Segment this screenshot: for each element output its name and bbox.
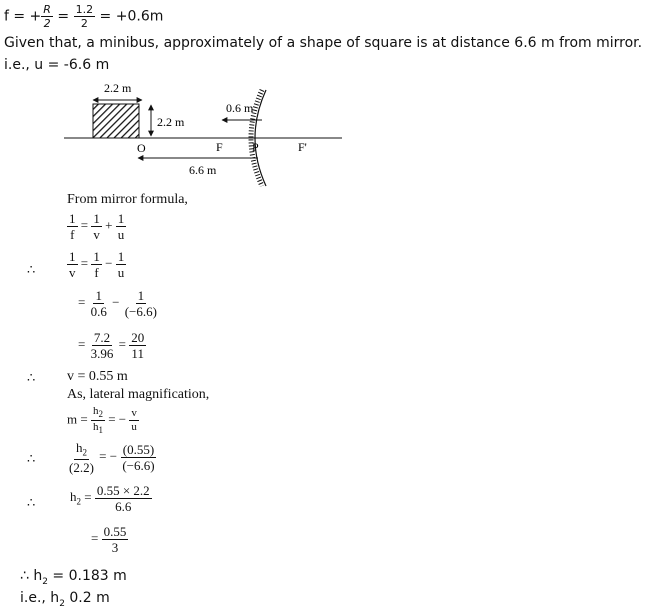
step3-equation: = $\frac{1}{0.6}$ − $\frac{1}{(-6.6)}$	[78, 288, 157, 319]
focal-length-line: f = + $\frac{R}{2}$ = $\frac{1.2}{2}$ = +0.6m	[4, 3, 164, 30]
object-distance-text: i.e., u = -6.6 m	[4, 57, 110, 73]
height-label: 2.2 m	[157, 115, 185, 129]
magnification-heading: As, lateral magnification,	[67, 387, 210, 402]
point-F-prime: F'	[298, 140, 307, 154]
minibus-object	[93, 104, 139, 138]
width-label: 2.2 m	[104, 81, 132, 95]
ratio-equation: $\frac{h_2}{(2.2)}$ = − $\frac{(0.55)}{(-6.6)}$	[69, 440, 155, 475]
therefore-symbol: ∴	[27, 451, 36, 466]
therefore-symbol: ∴	[27, 495, 36, 510]
magnification-equation: m = $\frac{h_2}{h_1}$ = − $\frac{v}{u}$	[67, 405, 137, 436]
h2-calculation: $h_2$ = $\frac{0.55 \times 2.2}{6.6}$	[70, 483, 150, 514]
approx-result: i.e., $h_2$ 0.2 m	[20, 590, 110, 609]
step1-equation: $\frac{1}{f}$ = $\frac{1}{v}$ + $\frac{1}{u}$	[69, 211, 125, 242]
h2-simplified: = $\frac{0.55}{3}$	[91, 524, 127, 555]
fraction-R-over-2: $\frac{R}{2}$	[43, 3, 51, 30]
step2-equation: $\frac{1}{v}$ = $\frac{1}{f}$ − $\frac{1}{u}$	[69, 249, 125, 280]
point-O: O	[137, 141, 146, 155]
point-F: F	[216, 140, 223, 154]
step4-equation: = $\frac{7.2}{3.96}$ = $\frac{20}{11}$	[78, 330, 145, 361]
v-result: v = 0.55 m	[67, 369, 128, 384]
fraction-1.2-over-2: $\frac{1.2}{2}$	[75, 3, 94, 30]
mirror-diagram	[60, 78, 360, 188]
given-text: Given that, a minibus, approximately of a shape of square is at distance 6.6 m from mirror.	[4, 35, 643, 51]
final-result: ∴ $h_2 = 0.183$ m	[20, 568, 127, 587]
therefore-symbol: ∴	[27, 262, 36, 277]
object-distance-label: 6.6 m	[189, 163, 217, 177]
point-P: P	[252, 140, 259, 154]
mirror-formula-heading: From mirror formula,	[67, 192, 188, 207]
image-distance-label: 0.6 m	[226, 101, 254, 115]
therefore-symbol: ∴	[27, 370, 36, 385]
